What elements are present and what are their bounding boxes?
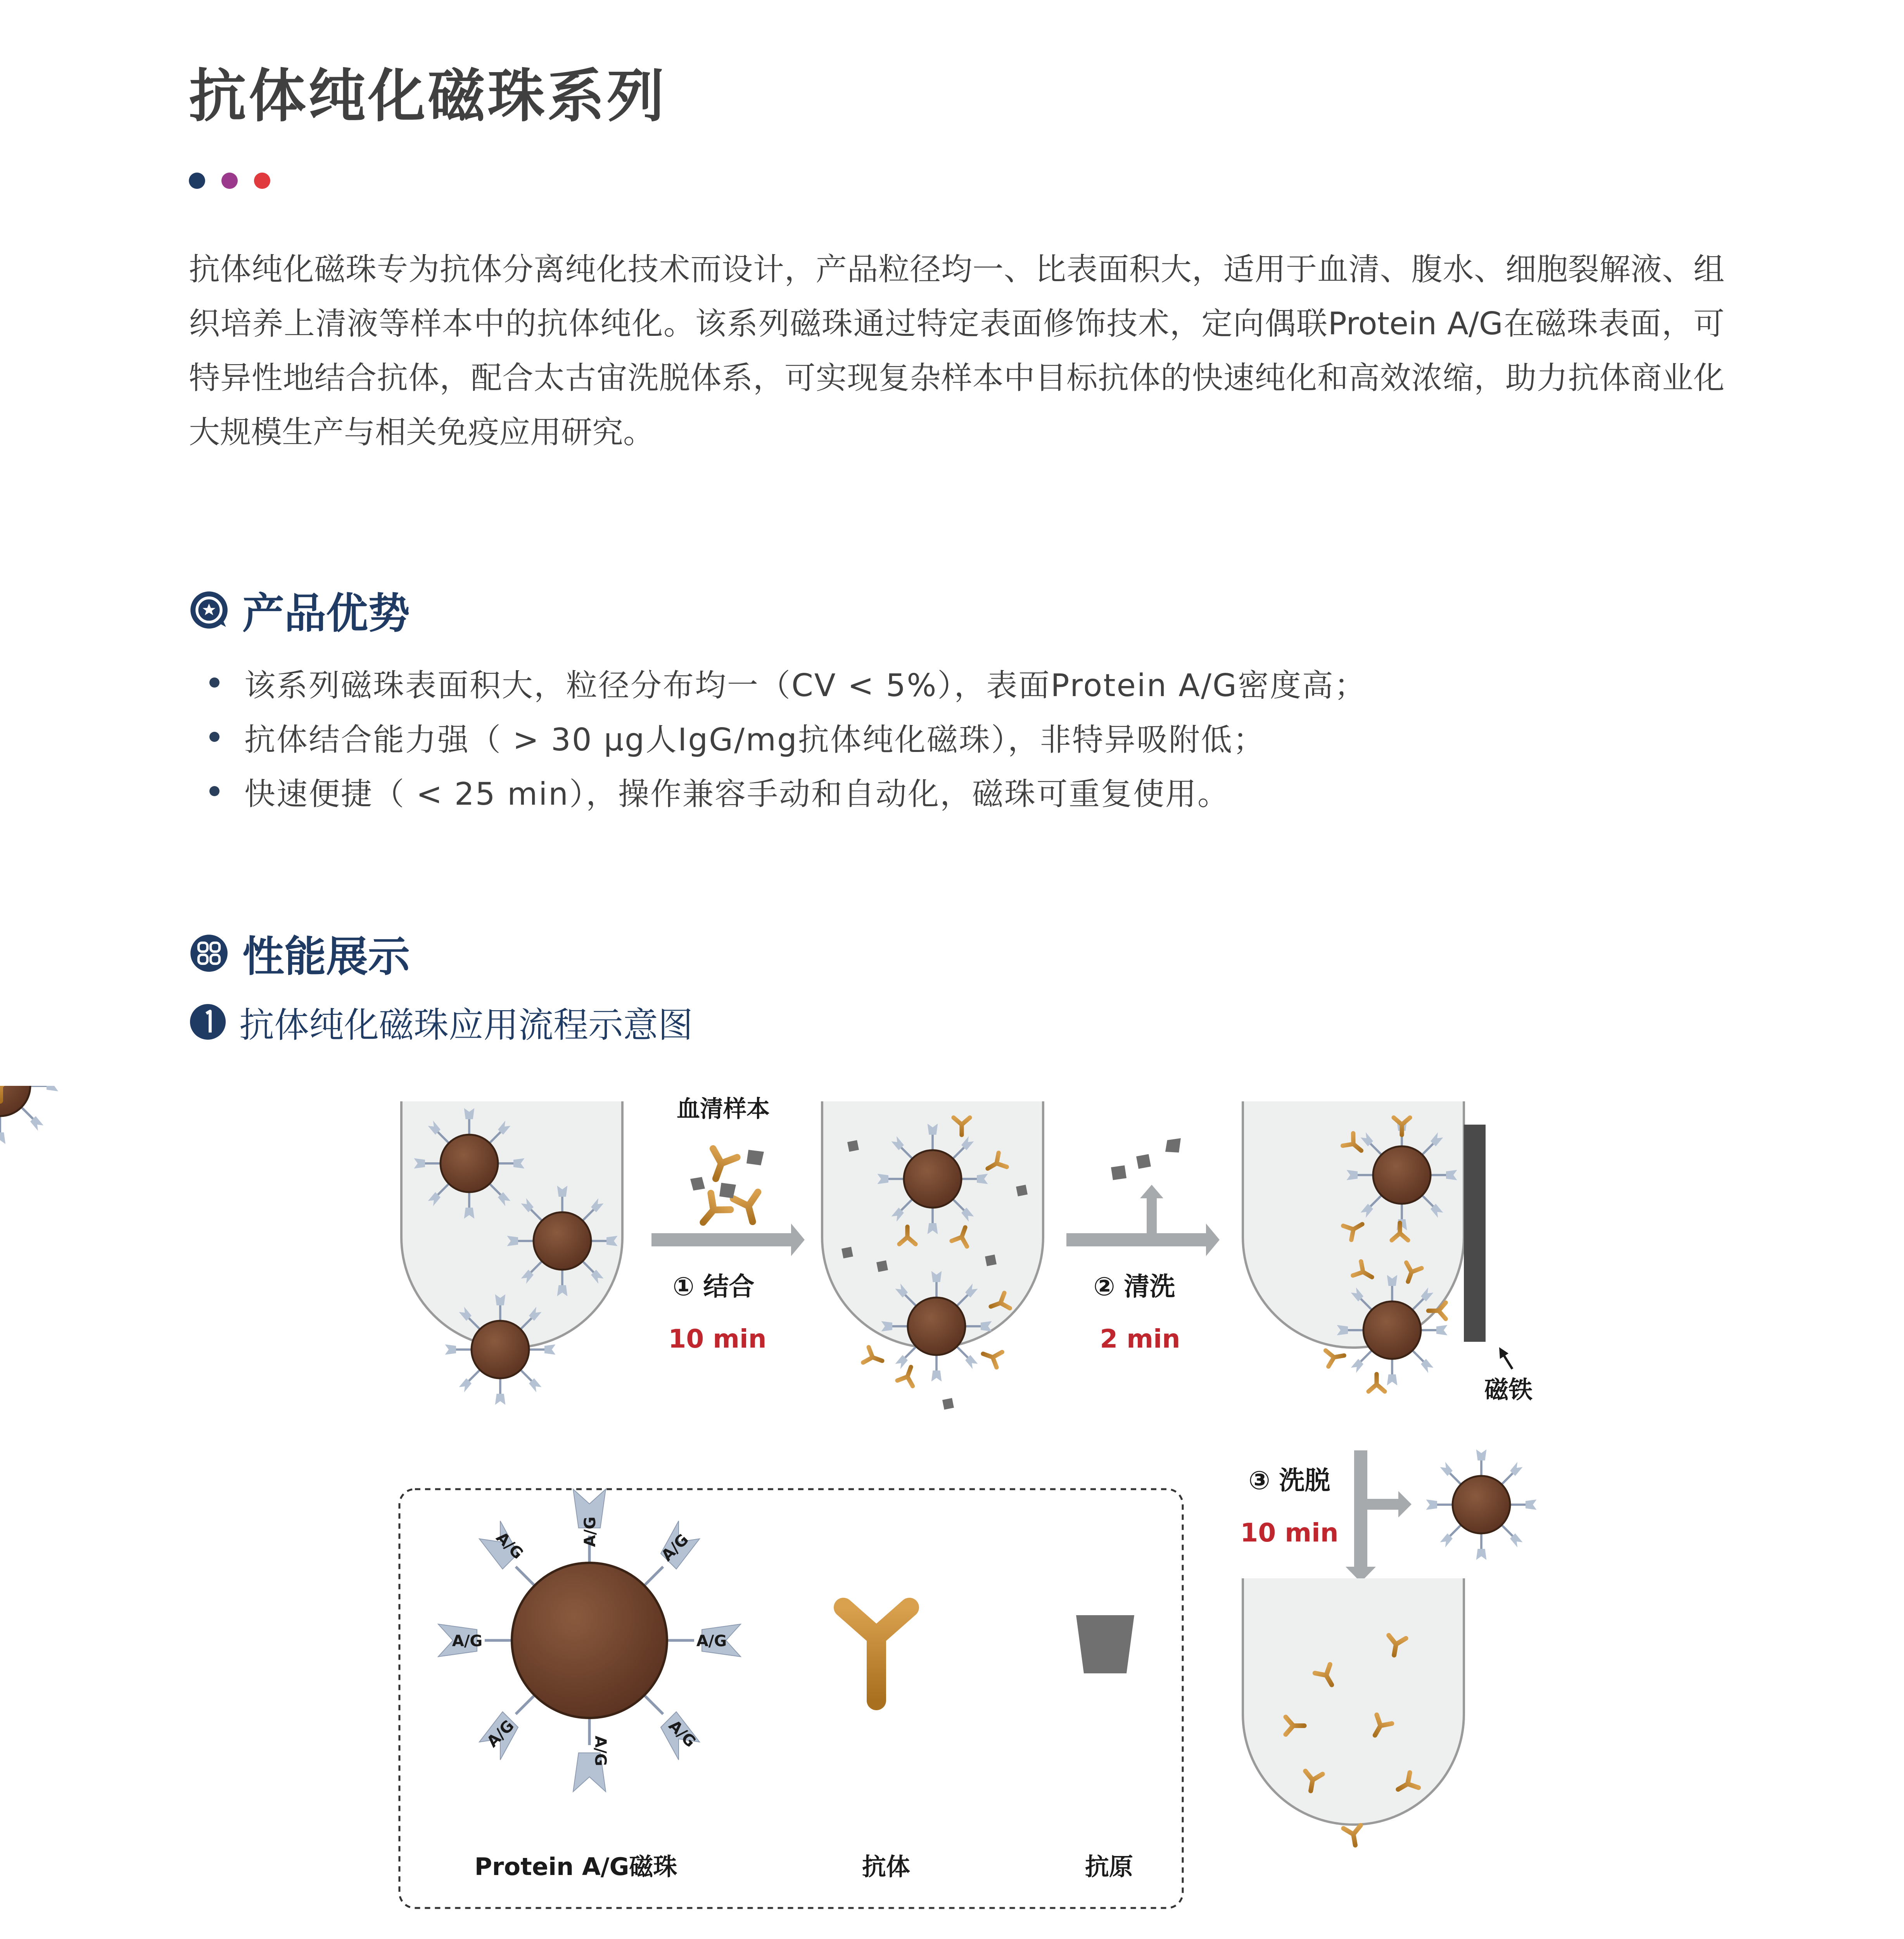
intro-paragraph: 抗体纯化磁珠专为抗体分离纯化技术而设计，产品粒径均一、比表面积大，适用于血清、腹水、细胞裂解液、组织培养上清液等样本中的抗体纯化。该系列磁珠通过特定表面修饰技术，定向偶联Protein A/G在磁珠表面，可特异性地结合抗体，配合太古宙洗脱体系，可实现复杂样本中目标抗体的快速纯化和高效浓缩，助力抗体商业化大规模生产与相关免疫应用研究。 <box>189 251 1724 450</box>
sample-particles <box>690 1149 765 1230</box>
step2-time: 2 min <box>1100 1324 1180 1354</box>
step1-label: ① 结合 <box>672 1272 755 1301</box>
step3-label: ③ 洗脱 <box>1248 1465 1330 1495</box>
legend-ag-tag: A/G <box>581 1516 599 1547</box>
list-item: 抗体结合能力强（ > 30 μg人IgG/mg抗体纯化磁珠），非特异吸附低； <box>209 710 1367 764</box>
figure-title: 抗体纯化磁珠应用流程示意图 <box>239 1005 693 1046</box>
tube-1 <box>401 1101 622 1405</box>
magnet-bar <box>1464 1125 1486 1342</box>
circled-one-icon <box>189 1003 227 1041</box>
tube-4 <box>1243 1578 1464 1847</box>
legend-antibody <box>843 1607 909 1701</box>
legend-ag-tag: A/G <box>658 1530 692 1565</box>
grid-icon <box>189 933 229 973</box>
legend-ag-tag: A/G <box>591 1735 609 1766</box>
sample-label: 血清样本 <box>677 1096 770 1123</box>
magnet-label: 磁铁 <box>1484 1376 1533 1404</box>
legend-ag-tag: A/G <box>452 1632 483 1650</box>
legend-ag-tag: A/G <box>696 1632 727 1650</box>
legend-bead <box>438 1489 741 1792</box>
performance-title: 性能展示 <box>242 933 410 981</box>
arrow-elute <box>1346 1450 1412 1582</box>
figure-heading <box>189 997 693 1047</box>
list-item: 该系列磁珠表面积大，粒径分布均一（CV < 5%），表面Protein A/G密度高； <box>209 655 1367 710</box>
step1-time: 10 min <box>668 1324 767 1354</box>
arrow-wash <box>1066 1138 1220 1256</box>
legend-ag-tag: A/G <box>665 1716 700 1751</box>
star-badge-icon <box>189 590 229 630</box>
tube-2 <box>822 1101 1043 1410</box>
navy-dot <box>189 173 205 189</box>
advantages-list <box>209 655 1367 818</box>
red-dot <box>254 173 270 189</box>
tube-3 <box>1243 1101 1464 1391</box>
purple-dot <box>221 173 238 189</box>
workflow-diagram <box>0 1086 1904 1939</box>
legend-bead-label: Protein A/G磁珠 <box>474 1853 677 1881</box>
decorative-dots <box>189 173 270 189</box>
legend-box <box>399 1489 1183 1908</box>
arrow-bind <box>651 1224 805 1256</box>
step3-time: 10 min <box>1240 1518 1339 1548</box>
legend-antigen <box>1076 1615 1134 1673</box>
released-bead <box>1426 1450 1537 1560</box>
performance-heading <box>189 923 410 983</box>
legend-antigen-label: 抗原 <box>1085 1853 1133 1881</box>
legend-ag-tag: A/G <box>483 1716 518 1751</box>
legend-antibody-label: 抗体 <box>862 1853 911 1881</box>
step2-label: ② 清洗 <box>1093 1272 1175 1301</box>
list-item: 快速便捷（ < 25 min），操作兼容手动和自动化，磁珠可重复使用。 <box>209 764 1367 818</box>
advantages-title: 产品优势 <box>242 589 410 638</box>
legend-ag-tag: A/G <box>492 1528 527 1563</box>
advantages-heading <box>189 580 410 640</box>
page-title: 抗体纯化磁珠系列 <box>189 63 667 130</box>
